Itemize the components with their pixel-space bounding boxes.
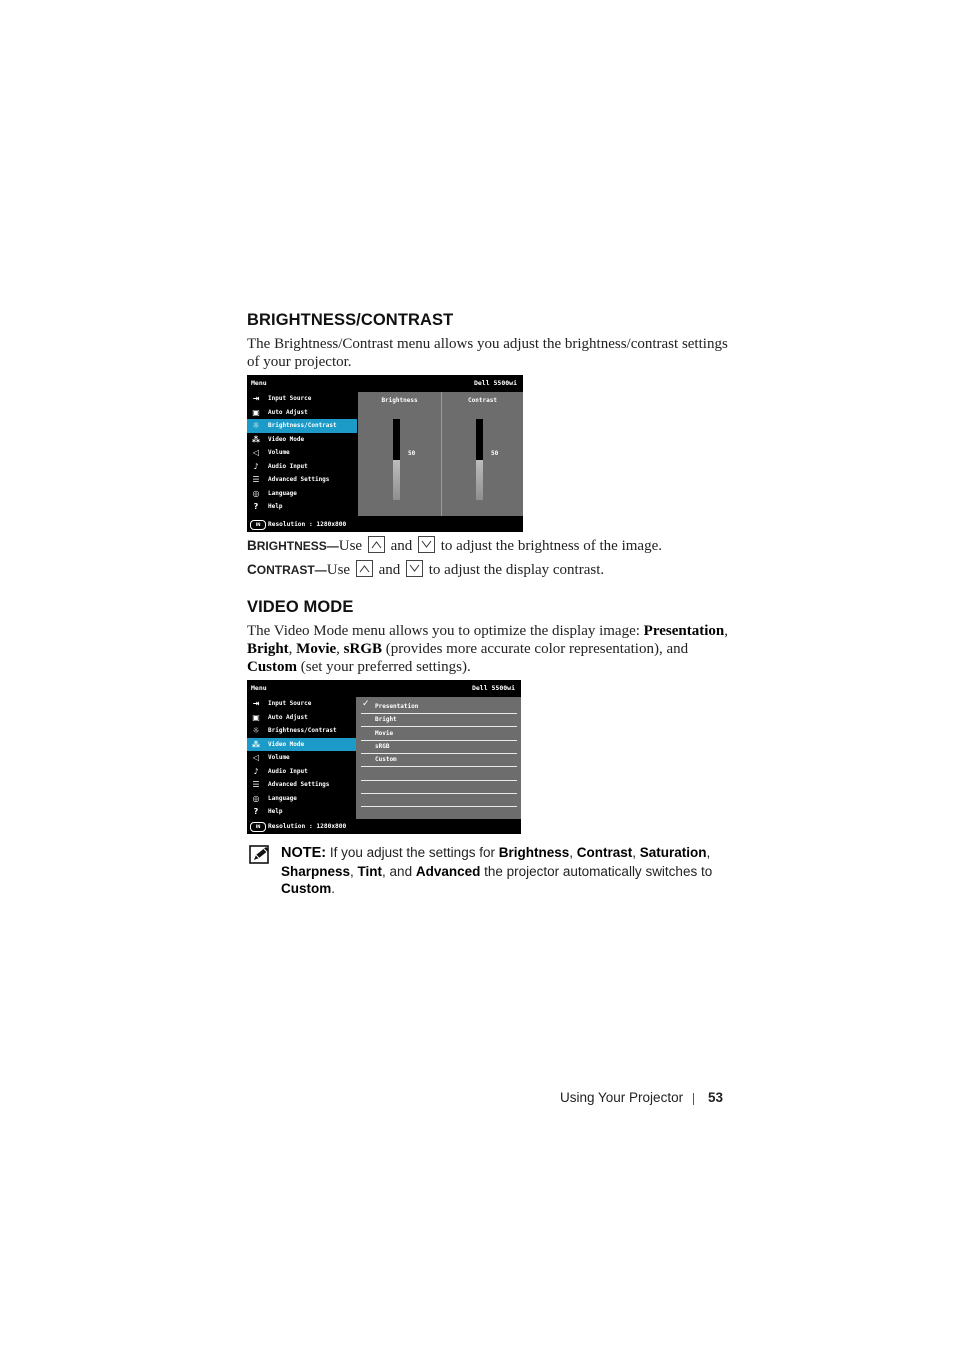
auto-adjust-icon: ▣ [252,712,260,722]
auto-adjust-icon: ▣ [252,407,260,417]
footer-divider [693,1093,694,1105]
note-tint: Tint [357,863,383,879]
brightness-column [358,392,442,516]
video-mode-option-label: Bright [375,716,397,724]
note-pencil-icon [249,845,271,865]
language-icon: ◎ [252,488,260,498]
help-icon: ? [253,502,259,511]
osd-menu-item-label: Volume [268,449,290,456]
osd-menu-item[interactable] [247,724,357,738]
input-source-icon: ⇥ [252,394,260,403]
note-brightness: Brightness [498,845,570,860]
osd-menu-item-label: Auto Adjust [268,408,308,416]
video-mode-option[interactable] [361,700,517,714]
osd-brightness-contrast-menu [247,375,523,532]
video-mode-option-label: sRGB [375,742,390,750]
video-mode-intro: The Video Mode menu allows you to optimize the display image: Presentation, Bright, Movie, sRGB (provides more accurate color representation), and Custom (set your preferred settings). [247,623,728,675]
video-mode-option[interactable] [361,713,517,727]
osd-video-mode-panel [356,697,521,819]
contrast-term: CONTRAST [247,562,315,577]
osd-menu-label: Menu [251,684,267,692]
and-word: and [378,562,401,578]
contrast-slider[interactable] [476,419,483,500]
osd-menu-item[interactable] [247,738,357,752]
help-icon: ? [253,807,259,816]
osd-menu-item-label: Advanced Settings [268,781,330,788]
footer-section-title: Using Your Projector [560,1090,684,1105]
video-mode-icon: ⁂ [251,739,261,749]
osd-video-mode-menu [247,680,521,834]
osd-status-bar [247,819,521,834]
osd-menu-item-label: Advanced Settings [268,476,330,483]
hdmi-icon: IN [250,520,266,530]
osd-brightness-contrast-panel [358,392,523,516]
osd-title-bar [247,680,521,696]
audio-input-icon: ♪ [253,766,259,776]
vm-presentation: Presentation [643,623,725,639]
vm-intro-1: The Video Mode menu allows you to optimize the display image: [247,623,644,639]
vm-movie: Movie [296,641,337,657]
video-mode-icon: ⁂ [251,434,261,444]
brightness-description: BRIGHTNESS—Use and to adjust the brightness of the image. [247,538,662,554]
osd-menu-item-label: Language [268,489,297,497]
note-label: NOTE: [281,845,327,861]
section-heading-brightness-contrast: BRIGHTNESS/CONTRAST [247,311,454,329]
contrast-value: 50 [491,450,499,457]
osd-menu-item[interactable] [247,419,357,433]
contrast-description: CONTRAST—Use and to adjust the display contrast. [247,562,605,578]
hdmi-icon: IN [250,822,266,832]
osd-menu-item[interactable] [247,433,357,447]
down-arrow-key-icon [418,536,435,553]
osd-menu-item-label: Brightness/Contrast [268,727,337,734]
osd-title-bar [247,375,523,391]
brightness-contrast-intro: The Brightness/Contrast menu allows you adjust the brightness/contrast settings of your projector. [247,336,728,370]
vm-srgb: sRGB [343,641,382,657]
note-custom: Custom [281,881,332,896]
video-mode-option[interactable] [361,740,517,754]
osd-menu-item[interactable] [247,711,357,725]
brightness-term: BRIGHTNESS [247,538,327,553]
osd-menu-item[interactable] [247,805,357,819]
osd-menu-item-label: Help [268,808,283,815]
video-mode-option-label: Custom [375,756,397,764]
osd-menu-item-label: Video Mode [268,740,305,748]
video-mode-option [361,793,517,807]
down-arrow-key-icon [406,560,423,577]
brightness-icon: ☼ [252,726,260,735]
osd-sidebar [247,392,357,514]
audio-input-icon: ♪ [253,461,259,471]
osd-menu-item[interactable] [247,751,357,765]
note-advanced: Advanced [415,863,481,879]
up-arrow-key-icon [356,560,373,577]
vm-bright: Bright [247,641,289,657]
video-mode-option [361,780,517,794]
vm-intro-3: (set your preferred settings). [300,659,471,675]
osd-resolution: Resolution : 1280x800 [268,823,347,830]
note-contrast: Contrast [576,845,633,860]
contrast-column [442,392,523,516]
osd-menu-item[interactable] [247,392,357,406]
osd-menu-label: Menu [251,379,267,387]
brightness-value: 50 [408,450,416,457]
language-icon: ◎ [252,793,260,803]
osd-menu-item-label: Volume [268,754,290,761]
osd-menu-item-label: Input Source [268,395,312,402]
up-arrow-key-icon [368,536,385,553]
vm-custom: Custom [247,659,298,675]
advanced-settings-icon: ☰ [252,780,260,789]
contrast-use: Use [326,562,351,578]
osd-status-bar [247,517,523,532]
vm-intro-2: (provides more accurate color representation), and [382,641,689,657]
section-heading-video-mode: VIDEO MODE [247,598,354,616]
brightness-slider[interactable] [393,419,400,500]
contrast-desc-text: to adjust the display contrast. [428,562,605,578]
osd-sidebar [247,697,357,819]
osd-menu-item-label: Audio Input [268,767,308,775]
note-sharpness: Sharpness [281,863,351,879]
video-mode-option[interactable] [361,753,517,767]
osd-model-name: Dell 5500wi [471,684,515,692]
note-text: NOTE: If you adjust the settings for Brightness, Contrast, Saturation, Sharpness, Tint, and Advanced the projector automatically switches to Custom. [281,845,713,896]
osd-resolution: Resolution : 1280x800 [268,521,347,528]
osd-menu-item[interactable] [247,500,357,514]
osd-menu-item[interactable] [247,473,357,487]
brightness-icon: ☼ [252,421,260,430]
volume-icon: ◁ [252,753,260,762]
osd-menu-item[interactable] [247,778,357,792]
brightness-label: Brightness [381,397,418,404]
brightness-use: Use [338,538,363,554]
osd-menu-item-label: Auto Adjust [268,713,308,721]
osd-menu-item[interactable] [247,697,357,711]
note-saturation: Saturation [639,845,707,860]
osd-menu-item-label: Video Mode [268,435,305,443]
osd-menu-item[interactable] [247,406,357,420]
osd-menu-item[interactable] [247,446,357,460]
osd-menu-item[interactable] [247,765,357,779]
osd-menu-item-label: Input Source [268,700,312,707]
osd-menu-item[interactable] [247,460,357,474]
video-mode-option[interactable] [361,727,517,741]
brightness-desc-text: to adjust the brightness of the image. [440,538,662,554]
osd-menu-item-label: Help [268,503,283,510]
osd-menu-item[interactable] [247,792,357,806]
page-number: 53 [708,1090,724,1105]
input-source-icon: ⇥ [252,699,260,708]
checkmark-icon: ✓ [362,699,370,709]
contrast-label: Contrast [468,397,497,404]
osd-menu-item-label: Audio Input [268,462,308,470]
and-word: and [390,538,413,554]
volume-icon: ◁ [252,448,260,457]
osd-menu-item-label: Language [268,794,297,802]
video-mode-option-label: Movie [375,729,394,737]
advanced-settings-icon: ☰ [252,475,260,484]
video-mode-option-label: Presentation [375,703,419,710]
video-mode-option [361,767,517,781]
osd-menu-item[interactable] [247,487,357,501]
osd-model-name: Dell 5500wi [473,379,517,387]
osd-menu-item-label: Brightness/Contrast [268,422,337,429]
